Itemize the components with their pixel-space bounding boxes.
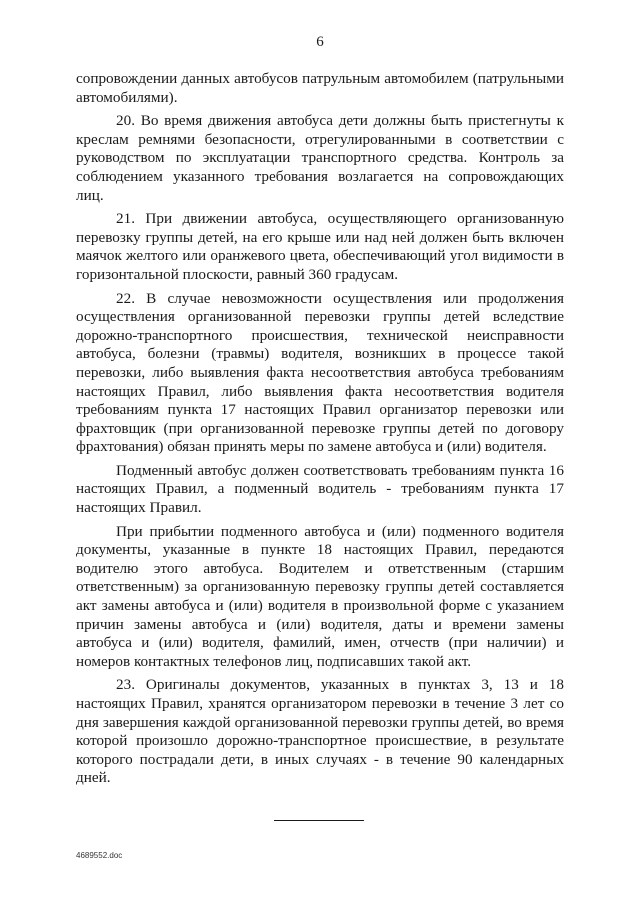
paragraph-substitute-arrival: При прибытии подменного автобуса и (или) подменного водителя документы, указанные в пункте 18 настоящих Правил, передаются водителю этого автобуса. Водителем и ответственным (старшим ответственным) за организованную перевозку группы детей составляется акт замены автобуса и (или) водителя в произвольной форме с указанием причин замены автобуса и (или) водителя, даты и времени замены автобуса и (или) водителя, фамилий, имен, отчеств (при наличии) и номеров контактных телефонов лиц, подписавших такой акт. xyxy=(76,522,564,670)
paragraph-21: 21. При движении автобуса, осуществляющего организованную перевозку группы детей, на его крыше или над ней должен быть включен маячок желтого или оранжевого цвета, обеспечивающий угол видимости в горизонтальной плоскости, равный 360 градусам. xyxy=(76,210,564,283)
paragraph-23: 23. Оригиналы документов, указанных в пунктах 3, 13 и 18 настоящих Правил, хранятся организатором перевозки в течение 3 лет со дня завершения каждой организованной перевозки группы детей, во время которой произошло дорожно-транспортное происшествие, в результате которого пострадали дети, в иных случаях - в течение 90 календарных дней. xyxy=(76,676,564,787)
paragraph-20: 20. Во время движения автобуса дети должны быть пристегнуты к креслам ремнями безопасности, отрегулированными в соответствии с руководством по эксплуатации транспортного средства. Контроль за соблюдением указанного требования возлагается на сопровождающих лиц. xyxy=(76,112,564,204)
document-id: 4689552.doc xyxy=(76,851,123,860)
paragraph-continuation: сопровождении данных автобусов патрульным автомобилем (патрульными автомобилями). xyxy=(76,70,564,106)
end-rule-divider xyxy=(274,820,364,821)
document-body xyxy=(76,70,564,793)
page-number: 6 xyxy=(316,34,324,50)
paragraph-22: 22. В случае невозможности осуществления или продолжения осуществления организованной перевозки группы детей вследствие дорожно-транспортного происшествия, технической неисправности автобуса, болезни (травмы) водителя, возникших в процессе такой перевозки, либо выявления факта несоответствия автобуса требованиям настоящих Правил, либо выявления факта несоответствия водителя требованиям пункта 17 настоящих Правил организатор перевозки или фрахтовщик (при организованной перевозке группы детей по договору фрахтования) обязан принять меры по замене автобуса и (или) водителя. xyxy=(76,289,564,456)
paragraph-substitute-bus: Подменный автобус должен соответствовать требованиям пункта 16 настоящих Правил, а подменный водитель - требованиям пункта 17 настоящих Правил. xyxy=(76,461,564,517)
